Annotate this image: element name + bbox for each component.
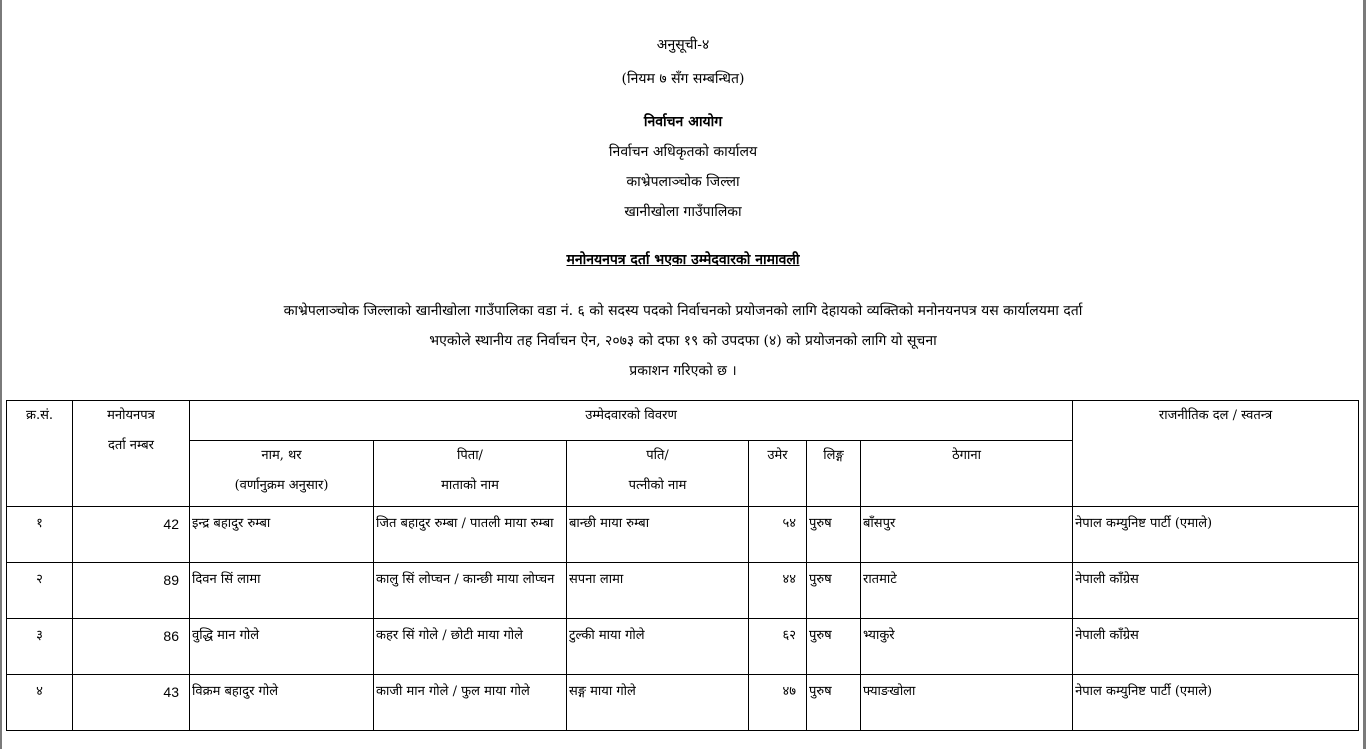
- header-parent-line2: माताको नाम: [441, 478, 499, 493]
- cell-gender: पुरुष: [807, 507, 861, 563]
- cell-name: वुद्धि मान गोले: [190, 619, 374, 675]
- table-row: [7, 675, 1359, 731]
- header-name-line1: नाम, थर: [261, 448, 302, 463]
- cell-age: ४७: [749, 675, 807, 731]
- cell-spouse: टुल्की माया गोले: [567, 619, 749, 675]
- cell-parent: जित बहादुर रुम्बा / पातली माया रुम्बा: [374, 507, 567, 563]
- cell-party: नेपाली काँग्रेस: [1073, 619, 1359, 675]
- commission-heading: निर्वाचन आयोग: [643, 114, 723, 130]
- cell-sn: ४: [7, 675, 73, 731]
- header-parent-line1: पिता/: [457, 448, 483, 463]
- cell-address: फ्याङखोला: [861, 675, 1073, 731]
- header-reg-line1: मनोयनपत्र: [107, 408, 155, 423]
- cell-reg-no: 42: [73, 507, 190, 563]
- cell-parent: कहर सिं गोले / छोटी माया गोले: [374, 619, 567, 675]
- cell-age: ६२: [749, 619, 807, 675]
- header-candidate-details: उम्मेदवारको विवरण: [190, 401, 1073, 441]
- cell-parent: कालु सिं लोप्चन / कान्छी माया लोप्चन: [374, 563, 567, 619]
- cell-spouse: सपना लामा: [567, 563, 749, 619]
- notice-line-2: भएकोले स्थानीय तह निर्वाचन ऐन, २०७३ को दफा १९ को उपदफा (४) को प्रयोजनको लागि यो सूचना: [429, 333, 937, 349]
- cell-gender: पुरुष: [807, 619, 861, 675]
- header-name: [190, 441, 374, 507]
- cell-party: नेपाल कम्युनिष्ट पार्टी (एमाले): [1073, 675, 1359, 731]
- table-row: [7, 507, 1359, 563]
- notice-line-1: काभ्रेपलाञ्चोक जिल्लाको खानीखोला गाउँपालिका वडा नं. ६ को सदस्य पदको निर्वाचनको प्रयोजनको लागि देहायको व्यक्तिको मनोनयनपत्र यस कार्यालयमा दर्ता: [283, 303, 1083, 319]
- cell-gender: पुरुष: [807, 675, 861, 731]
- office-heading: निर्वाचन अधिकृतको कार्यालय: [608, 144, 758, 160]
- header-name-line2: (वर्णानुक्रम अनुसार): [234, 478, 329, 493]
- cell-reg-no: 86: [73, 619, 190, 675]
- cell-parent: काजी मान गोले / फुल माया गोले: [374, 675, 567, 731]
- header-address: ठेगाना: [861, 441, 1073, 507]
- header-spouse-line1: पति/: [646, 448, 669, 463]
- cell-address: रातमाटे: [861, 563, 1073, 619]
- notice-line-3: प्रकाशन गरिएको छ ।: [629, 363, 737, 379]
- cell-age: ४४: [749, 563, 807, 619]
- cell-sn: ३: [7, 619, 73, 675]
- cell-name: विक्रम बहादुर गोले: [190, 675, 374, 731]
- table-header-row: [7, 401, 1359, 441]
- cell-reg-no: 43: [73, 675, 190, 731]
- table-row: [7, 619, 1359, 675]
- header-reg-line2: दर्ता नम्बर: [108, 438, 154, 453]
- cell-gender: पुरुष: [807, 563, 861, 619]
- table-row: [7, 563, 1359, 619]
- header-reg-no: [73, 401, 190, 507]
- cell-party: नेपाल कम्युनिष्ट पार्टी (एमाले): [1073, 507, 1359, 563]
- candidate-table: [6, 400, 1359, 731]
- cell-sn: २: [7, 563, 73, 619]
- header-party: राजनीतिक दल / स्वतन्त्र: [1073, 401, 1359, 507]
- municipality-heading: खानीखोला गाउँपालिका: [624, 204, 742, 220]
- cell-spouse: सङ्ग माया गोले: [567, 675, 749, 731]
- cell-name: दिवन सिं लामा: [190, 563, 374, 619]
- cell-name: इन्द्र बहादुर रुम्बा: [190, 507, 374, 563]
- cell-sn: १: [7, 507, 73, 563]
- header-gender: लिङ्ग: [807, 441, 861, 507]
- page-title: मनोनयनपत्र दर्ता भएका उम्मेदवारको नामावली: [566, 252, 800, 268]
- schedule-label: अनुसूची-४: [656, 37, 710, 53]
- cell-party: नेपाली काँग्रेस: [1073, 563, 1359, 619]
- header-spouse-line2: पत्नीको नाम: [628, 478, 687, 493]
- rule-reference: (नियम ७ सँग सम्बन्धित): [621, 71, 745, 87]
- header-sn: क्र.सं.: [7, 401, 73, 507]
- header-spouse: [567, 441, 749, 507]
- cell-address: बाँसपुर: [861, 507, 1073, 563]
- cell-address: भ्याकुरे: [861, 619, 1073, 675]
- cell-age: ५४: [749, 507, 807, 563]
- cell-spouse: बान्छी माया रुम्बा: [567, 507, 749, 563]
- cell-reg-no: 89: [73, 563, 190, 619]
- district-heading: काभ्रेपलाञ्चोक जिल्ला: [626, 174, 740, 190]
- header-parent: [374, 441, 567, 507]
- header-age: उमेर: [749, 441, 807, 507]
